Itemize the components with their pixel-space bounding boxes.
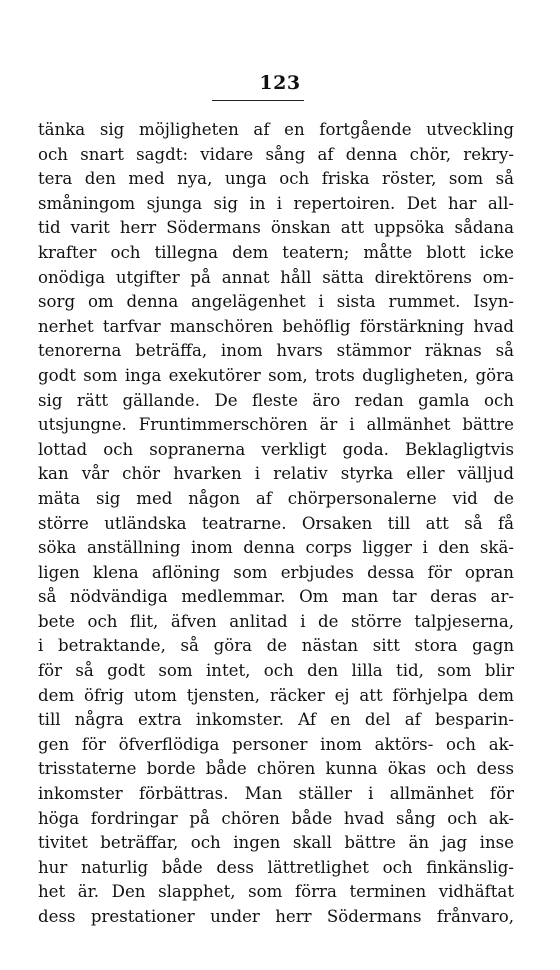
text-line: nerhet tarfvar manschören behöflig förstärkning hvad: [38, 316, 514, 336]
text-line: dess prestationer under herr Södermans frånvaro,: [38, 907, 514, 926]
text-line: större utländska teatrarne. Orsaken till att så få: [38, 513, 514, 533]
text-line: tivitet beträffar, och ingen skall bättre än jag inse: [38, 833, 514, 853]
text-line: höga fordringar på chören både hvad sång och ak-: [38, 808, 514, 828]
text-line: krafter och tillegna dem teatern; måtte blott icke: [38, 242, 514, 262]
text-line: trisstaterne borde både chören kunna ökas och dess: [38, 759, 514, 779]
text-line: hur naturlig både dess lättretlighet och finkänslig-: [38, 857, 514, 877]
text-line: tera den med nya, unga och friska röster, som så: [38, 169, 514, 189]
text-line: mäta sig med någon af chörpersonalerne vid de: [38, 488, 514, 508]
page-number: 123: [259, 72, 301, 94]
text-line: inkomster förbättras. Man ställer i allmänhet för: [38, 784, 514, 804]
text-line: bete och flit, äfven anlitad i de större talpjeserna,: [38, 611, 514, 631]
header-rule: [212, 100, 304, 101]
text-line: godt som inga exekutörer som, trots dugligheten, göra: [38, 365, 514, 385]
text-line: i betraktande, så göra de nästan sitt stora gagn: [38, 636, 514, 656]
body-text: [38, 118, 514, 930]
text-line: till några extra inkomster. Af en del af besparin-: [38, 710, 514, 730]
text-line: ligen klena aflöning som erbjudes dessa för opran: [38, 562, 514, 582]
text-line: het är. Den slapphet, som förra terminen vidhäftat: [38, 882, 514, 902]
text-line: småningom sjunga sig in i repertoiren. Det har all-: [38, 193, 514, 213]
text-line: onödiga utgifter på annat håll sätta direktörens om-: [38, 267, 514, 287]
text-line: sorg om denna angelägenhet i sista rummet. Isyn-: [38, 292, 514, 312]
text-line: tid varit herr Södermans önskan att uppsöka sådana: [38, 218, 514, 238]
text-line: så nödvändiga medlemmar. Om man tar deras ar-: [38, 587, 514, 607]
text-line: kan vår chör hvarken i relativ styrka eller välljud: [38, 464, 514, 484]
text-line: gen för öfverflödiga personer inom aktörs- och ak-: [38, 734, 514, 754]
text-line: söka anställning inom denna corps ligger i den skä-: [38, 538, 514, 558]
text-line: dem öfrig utom tjensten, räcker ej att förhjelpa dem: [38, 685, 514, 705]
text-line: tenorerna beträffa, inom hvars stämmor räknas så: [38, 341, 514, 361]
text-line: tänka sig möjligheten af en fortgående utveckling: [38, 120, 514, 139]
text-line: för så godt som intet, och den lilla tid, som blir: [38, 661, 514, 681]
text-line: lottad och sopranerna verkligt goda. Beklagligtvis: [38, 439, 514, 459]
text-line: sig rätt gällande. De fleste äro redan gamla och: [38, 390, 514, 410]
text-line: utsjungne. Fruntimmerschören är i allmänhet bättre: [38, 415, 514, 435]
text-line: och snart sagdt: vidare sång af denna chör, rekry-: [38, 144, 514, 164]
